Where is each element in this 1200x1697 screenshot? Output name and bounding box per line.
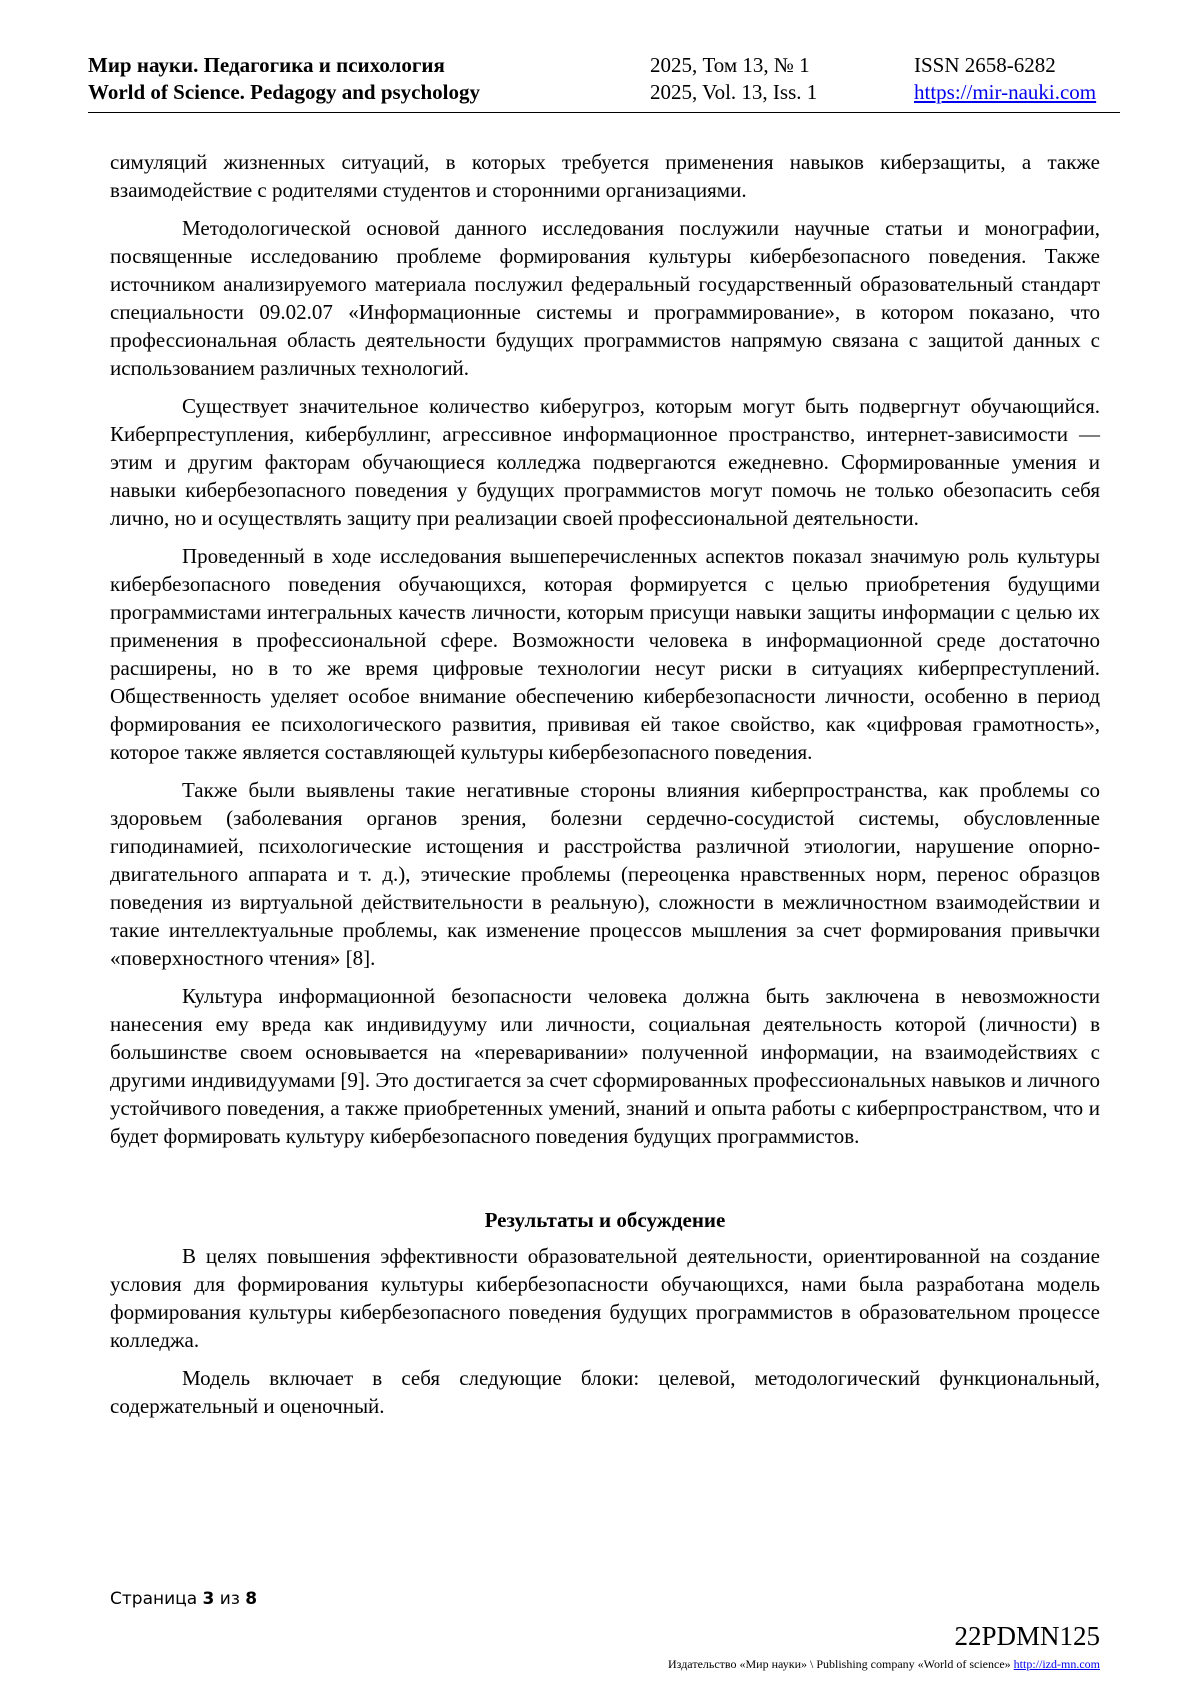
body-paragraph: Методологической основой данного исследования послужили научные статьи и монографии, посвященные исследованию проблеме формирования культуры кибербезопасного поведения. Также источником анализируемого материала послужил федеральный государственный образовательный стандарт специальности 09.02.07 «Информационные системы и программирование», в котором показано, что профессиональная область деятельности будущих программистов напрямую связана с защитой данных с использованием различных технологий. [110, 216, 1100, 380]
volume-info [650, 52, 817, 106]
page-of: из [219, 1589, 240, 1609]
body-paragraph: симуляций жизненных ситуаций, в которых требуется применения навыков киберзащиты, а также взаимодействие с родителями студентов и сторонними организациями. [110, 150, 1100, 202]
issn: ISSN 2658-6282 [914, 53, 1056, 77]
journal-url-link[interactable]: https://mir-nauki.com [914, 80, 1097, 104]
body-paragraph: Также были выявлены такие негативные стороны влияния киберпространства, как проблемы со здоровьем (заболевания органов зрения, болезни сердечно-сосудистой системы, обусловленные гиподинамией, психологические истощения и расстройства различной этиологии, нарушение опорно-двигательного аппарата и т. д.), этические проблемы (переоценка нравственных норм, перенос образцов поведения из виртуальной действительности в реальную), сложности в межличностном взаимодействии и такие интеллектуальные проблемы, как изменение процессов мышления за счет формирования привычки «поверхностного чтения» [8]. [110, 778, 1100, 970]
body-paragraph: Проведенный в ходе исследования вышеперечисленных аспектов показал значимую роль культуры кибербезопасного поведения обучающихся, которая формируется с целью приобретения будущими программистами интегральных качеств личности, которым присущи навыки защиты информации с целью их применения в профессиональной сфере. Возможности человека в информационной среде достаточно расширены, но в то же время цифровые технологии несут риски в ситуациях киберпреступлений. Общественность уделяет особое внимание обеспечению кибербезопасности личности, особенно в период формирования ее психологического развития, прививая ей такое свойство, как «цифровая грамотность», которое также является составляющей культуры кибербезопасного поведения. [110, 544, 1100, 764]
publisher-text: Издательство «Мир науки» \ Publishing company «World of science» [668, 1657, 1011, 1671]
running-header [88, 52, 1120, 113]
journal-title-en: World of Science. Pedagogy and psychology [88, 80, 481, 104]
publisher-link[interactable]: http://izd-mn.com [1013, 1657, 1100, 1671]
section-paragraph: Модель включает в себя следующие блоки: целевой, методологический функциональный, содержательный и оценочный. [110, 1366, 1100, 1418]
page-current: 3 [202, 1589, 215, 1609]
volume-en: 2025, Vol. 13, Iss. 1 [650, 80, 818, 104]
article-code: 22PDMN125 [954, 1621, 1100, 1651]
body-paragraph: Культура информационной безопасности человека должна быть заключена в невозможности нанесения ему вреда как индивидууму или личности, социальная деятельность которой (личности) в большинстве своем основывается на «переваривании» полученной информации, на взаимодействиях с другими индивидуумами [9]. Это достигается за счет сформированных профессиональных навыков и личного устойчивого поведения, а также приобретенных умений, знаний и опыта работы с киберпространством, что и будет формировать культуру кибербезопасного поведения будущих программистов. [110, 984, 1100, 1148]
article-body [110, 148, 1100, 1430]
journal-title [88, 52, 480, 106]
section-paragraph: В целях повышения эффективности образовательной деятельности, ориентированной на создание условия для формирования культуры кибербезопасности обучающихся, нами была разработана модель формирования культуры кибербезопасного поведения будущих программистов в образовательном процессе колледжа. [110, 1244, 1100, 1352]
volume-ru: 2025, Том 13, № 1 [650, 53, 810, 77]
publisher-line [668, 1656, 1100, 1672]
page-label: Страница [110, 1589, 198, 1609]
journal-title-ru: Мир науки. Педагогика и психология [88, 53, 445, 77]
section-heading: Результаты и обсуждение [484, 1208, 726, 1232]
page-number [110, 1588, 257, 1610]
page-total: 8 [245, 1589, 258, 1609]
body-paragraph: Существует значительное количество киберугроз, которым могут быть подвергнут обучающийся. Киберпреступления, кибербуллинг, агрессивное информационное пространство, интернет-зависимости — этим и другим факторам обучающиеся колледжа подвергаются ежедневно. Сформированные умения и навыки кибербезопасного поведения у будущих программистов могут помочь не только обезопасить себя лично, но и осуществлять защиту при реализации своей профессиональной деятельности. [110, 394, 1100, 530]
issn-info [914, 52, 1096, 106]
